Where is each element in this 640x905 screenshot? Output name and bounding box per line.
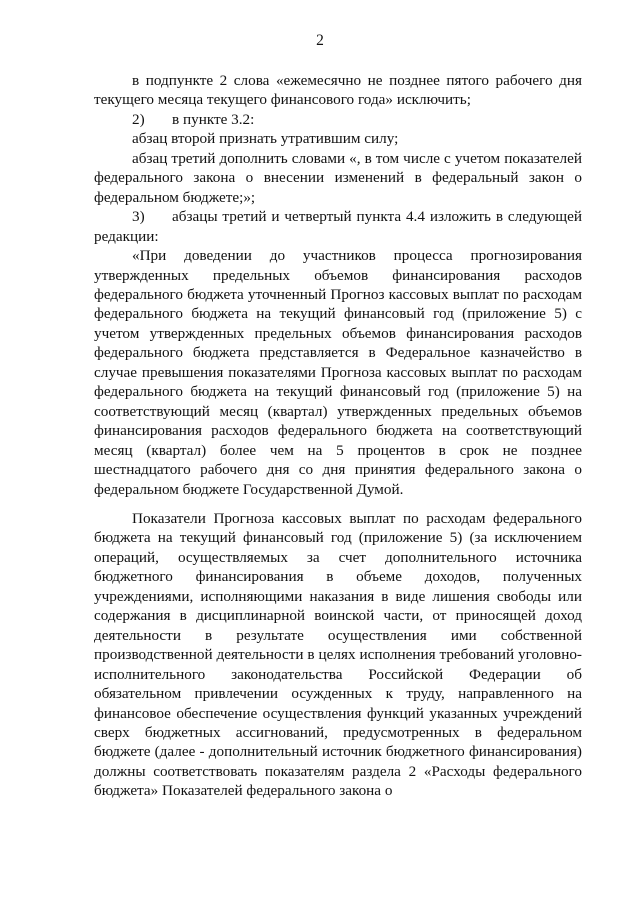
paragraph-1 xyxy=(94,71,582,110)
document-body xyxy=(94,71,582,801)
paragraph-7 xyxy=(94,509,582,801)
page-number: 2 xyxy=(316,32,324,49)
paragraph-3-text: абзац второй признать утратившим силу; xyxy=(132,130,399,148)
paragraph-4 xyxy=(94,149,582,207)
paragraph-1-text: в подпункте 2 слова «ежемесячно не позднее пятого рабочего дня текущего месяца текущего финансового года» исключить; xyxy=(94,72,582,109)
paragraph-3 xyxy=(94,129,582,148)
paragraph-7-text: Показатели Прогноза кассовых выплат по расходам федерального бюджета на текущий финансовый год (приложение 5) (за исключением операций, осуществляемых за счет дополнительного источника бюджетного финансирования в объеме доходов, полученных учреждениями, исполняющими наказания в виде лишения свободы или содержания в дисциплинарной воинской части, от приносящей доход деятельности в результате осуществления ими собственной производственной деятельности в целях исполнения требований уголовно-исполнительного законодательства Российской Федерации об обязательном привлечении осужденных к труду, направленного на финансовое обеспечение осуществления функций указанных учреждений сверх бюджетных ассигнований, предусмотренных в федеральном бюджете (далее - дополнительный источник бюджетного финансирования) должны соответствовать показателям раздела 2 «Расходы федерального бюджета» Показателей федерального закона о xyxy=(94,509,582,800)
paragraph-6-text: «При доведении до участников процесса прогнозирования утвержденных предельных объемов финансирования расходов федерального бюджета уточненный Прогноз кассовых выплат по расходам федерального бюджета на текущий финансовый год (приложение 5) с учетом утвержденных предельных объемов финансирования расходов федерального бюджета представляется в Федеральное казначейство в случае превышения показателями Прогноза кассовых выплат по расходам федерального бюджета на текущий финансовый год (приложение 5) на соответствующий месяц (квартал) утвержденных предельных объемов финансирования расходов федерального бюджета на соответствующий месяц (квартал) более чем на 5 процентов в срок не позднее шестнадцатого рабочего дня со дня принятия федерального закона о федеральном бюджете Государственной Думой. xyxy=(94,247,582,498)
paragraph-5-text: абзацы третий и четвертый пункта 4.4 изложить в следующей редакции: xyxy=(94,208,582,245)
paragraph-2 xyxy=(94,110,582,129)
paragraph-4-text: абзац третий дополнить словами «, в том числе с учетом показателей федерального закона о внесении изменений в федеральный закон о федеральном бюджете;»; xyxy=(94,149,582,206)
paragraph-2-number: 2) xyxy=(132,110,145,128)
paragraph-5 xyxy=(94,207,582,246)
paragraph-6 xyxy=(94,246,582,499)
paragraph-5-number: 3) xyxy=(132,208,145,226)
paragraph-2-text: в пункте 3.2: xyxy=(172,110,255,128)
